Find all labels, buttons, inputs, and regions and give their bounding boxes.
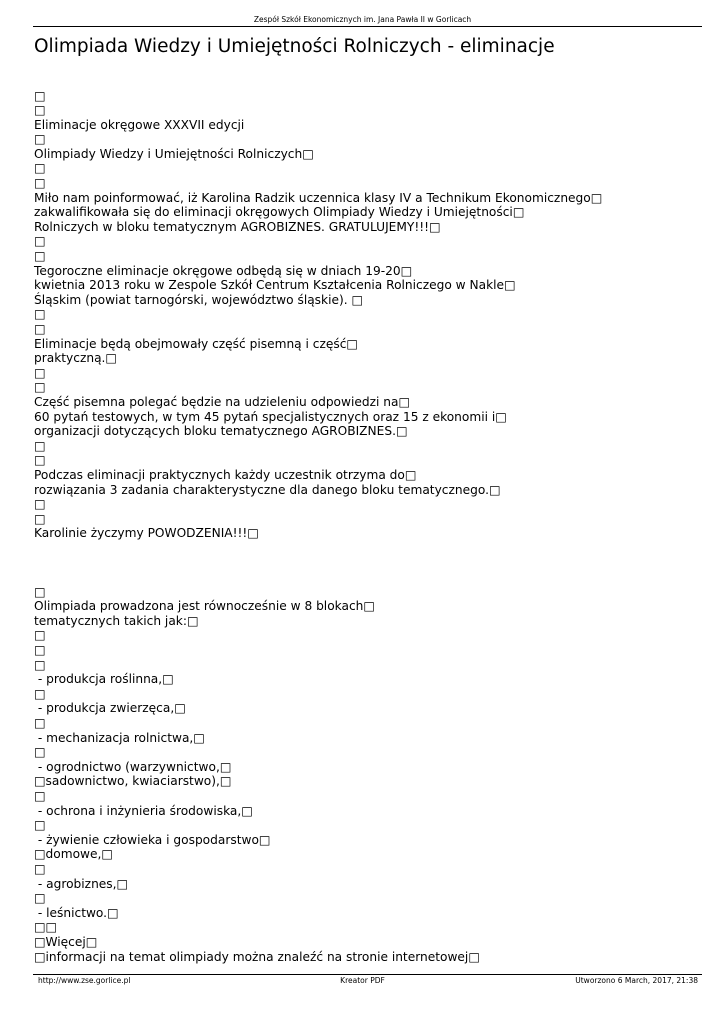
page-title: Olimpiada Wiedzy i Umiejętności Rolniczych - eliminacje (34, 36, 555, 57)
text-line (34, 541, 704, 556)
text-line: □ (34, 88, 46, 103)
footer-created-date: Utworzono 6 March, 2017, 21:38 (575, 976, 698, 985)
text-line: □ (34, 176, 46, 191)
text-line: Miło nam poinformować, iż Karolina Radzik uczennica klasy IV a Technikum Ekonomicznego□ (34, 190, 603, 205)
text-line: Tegoroczne eliminacje okręgowe odbędą się w dniach 19-20□ (34, 263, 413, 278)
text-line: Część pisemna polegać będzie na udzieleniu odpowiedzi na□ (34, 394, 410, 409)
text-line: praktyczną.□ (34, 351, 117, 366)
text-line: □ (34, 686, 46, 701)
footer-url: http://www.zse.gorlice.pl (38, 976, 131, 985)
text-line: □ (34, 789, 46, 803)
text-line: □ (34, 497, 46, 512)
text-line: Olimpiada prowadzona jest równocześnie w 8 blokach□ (34, 599, 375, 614)
text-line: □ (34, 584, 46, 599)
text-line: Rolniczych w bloku tematycznym AGROBIZNES. GRATULUJEMY!!!□ (34, 219, 441, 234)
article-body (34, 89, 704, 965)
page-header: Zespół Szkół Ekonomicznych im. Jana Pawła II w Gorlicach (253, 15, 472, 24)
footer-divider (33, 974, 702, 975)
text-line: □ (34, 161, 46, 176)
text-line: □ (34, 657, 46, 672)
footer-generator: Kreator PDF (340, 976, 385, 985)
text-line: □ (34, 307, 46, 322)
text-line: tematycznych takich jak:□ (34, 613, 199, 628)
text-line: Śląskim (powiat tarnogórski, województwo śląskie). □ (34, 292, 363, 307)
text-line: 60 pytań testowych, w tym 45 pytań specjalistycznych oraz 15 z ekonomii i□ (34, 409, 507, 424)
text-line: □ (34, 380, 46, 395)
text-line: Karolinie życzymy POWODZENIA!!!□ (34, 526, 259, 541)
text-line: Podczas eliminacji praktycznych każdy uczestnik otrzyma do□ (34, 467, 417, 482)
text-line: □ (34, 453, 46, 468)
text-line: □domowe,□ (34, 847, 113, 862)
text-line: □ (34, 365, 46, 380)
text-line: rozwiązania 3 zadania charakterystyczne dla danego bloku tematycznego.□ (34, 482, 501, 497)
text-line (34, 570, 704, 585)
text-line: □ (34, 322, 46, 336)
text-line: Eliminacje okręgowe XXXVII edycji (34, 117, 245, 132)
text-line: - ogrodnictwo (warzywnictwo,□ (34, 759, 232, 774)
text-line: □ (34, 628, 46, 643)
text-line (34, 556, 704, 571)
text-line: - produkcja roślinna,□ (34, 672, 174, 687)
text-line: □ (34, 861, 46, 876)
text-line: - agrobiznes,□ (34, 876, 129, 891)
header-divider (33, 26, 702, 27)
text-line: kwietnia 2013 roku w Zespole Szkół Centrum Kształcenia Rolniczego w Nakle□ (34, 278, 516, 293)
text-line: □ (34, 643, 46, 658)
text-line: □ (34, 438, 46, 453)
text-line: □ (34, 818, 46, 833)
text-line: - produkcja zwierzęca,□ (34, 701, 186, 716)
text-line: □ (34, 132, 46, 147)
text-line: □ (34, 511, 46, 526)
text-line: - ochrona i inżynieria środowiska,□ (34, 803, 253, 818)
text-line: zakwalifikowała się do eliminacji okręgowych Olimpiady Wiedzy i Umiejętności□ (34, 205, 525, 220)
text-line: □informacji na temat olimpiady można znaleźć na stronie internetowej□ (34, 949, 480, 964)
text-line: - mechanizacja rolnictwa,□ (34, 730, 205, 745)
text-line: - leśnictwo.□ (34, 905, 119, 920)
text-line: □ (34, 249, 46, 264)
text-line: □ (34, 716, 46, 731)
text-line: Olimpiady Wiedzy i Umiejętności Rolniczych□ (34, 146, 314, 161)
text-line: □Więcej□ (34, 934, 98, 949)
text-line: - żywienie człowieka i gospodarstwo□ (34, 832, 271, 847)
text-line: □ (34, 234, 46, 249)
text-line: □□ (34, 920, 58, 935)
text-line: □sadownictwo, kwiaciarstwo),□ (34, 774, 232, 789)
text-line: organizacji dotyczących bloku tematycznego AGROBIZNES.□ (34, 424, 408, 439)
text-line: □ (34, 891, 46, 906)
text-line: □ (34, 103, 46, 118)
text-line: Eliminacje będą obejmowały część pisemną i część□ (34, 336, 358, 351)
text-line: □ (34, 745, 46, 760)
